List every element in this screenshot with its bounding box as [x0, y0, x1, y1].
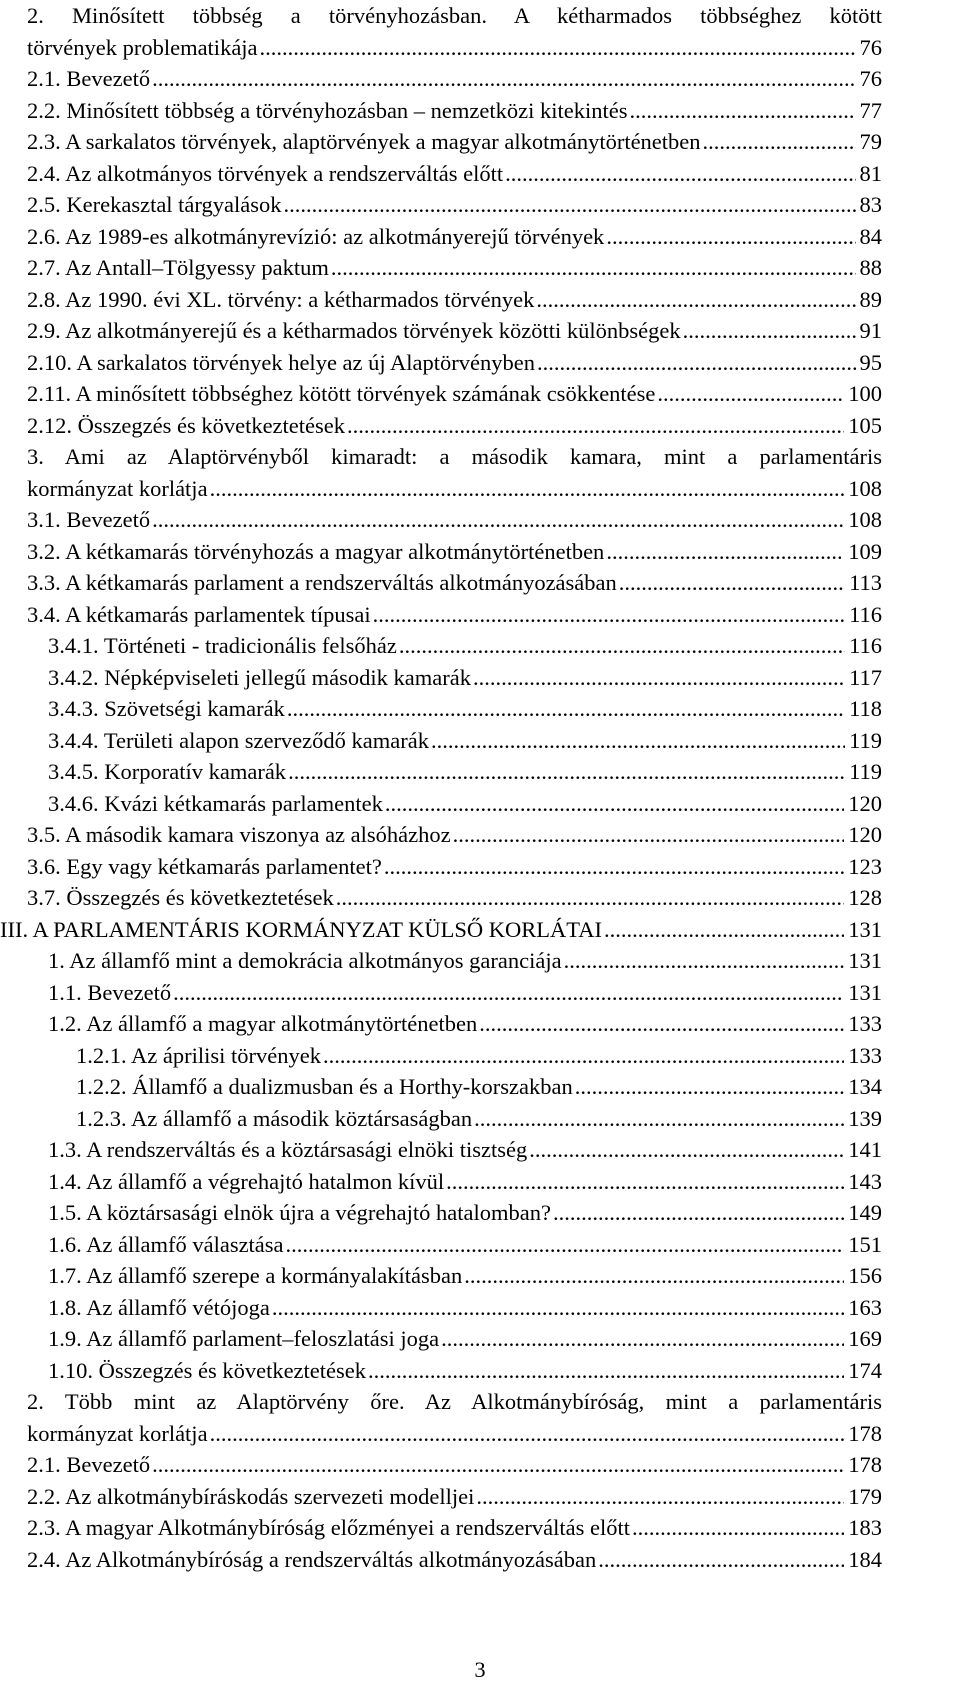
toc-entry-page-number: 117: [849, 664, 882, 690]
dot-leader: [537, 347, 856, 379]
dot-leader: [446, 1166, 844, 1198]
toc-entry-row: [48, 1166, 882, 1198]
dot-leader: [286, 1229, 845, 1261]
dot-leader: [505, 158, 855, 190]
toc-entry: [27, 662, 882, 694]
toc-entry-title: 3.5. A második kamara viszonya az alsóházhoz: [27, 822, 451, 847]
toc-entry-title: 2.1. Bevezető: [27, 1452, 151, 1477]
toc-entry-title: 2.9. Az alkotmányerejű és a kétharmados törvények közötti különbségek: [27, 318, 681, 343]
dot-leader: [331, 252, 856, 284]
dot-leader: [529, 1134, 844, 1166]
toc-entry-row: [27, 504, 882, 536]
toc-entry-title: 3.2. A kétkamarás törvényhozás a magyar alkotmánytörténetben: [27, 538, 605, 564]
dot-leader: [632, 1512, 844, 1544]
toc-entry-page-number: 131: [848, 916, 882, 942]
toc-entry-title: 3.4.6. Kvázi kétkamarás parlamentek: [48, 790, 383, 816]
toc-entry-title: 1.5. A köztársasági elnök újra a végrehajtó hatalomban?: [48, 1200, 551, 1225]
toc-entry-row: [27, 158, 882, 190]
toc-entry-title: 1.2.2. Államfő a dualizmusban és a Horthy-korszakban: [76, 1074, 573, 1099]
toc-entry: [27, 882, 882, 914]
dot-leader: [474, 1103, 844, 1135]
toc-entry: [27, 1008, 882, 1040]
toc-entry-title: 2.10. A sarkalatos törvények helye az új Alaptörvényben: [27, 349, 535, 375]
toc-entry-page-number: 81: [859, 160, 882, 186]
dot-leader: [373, 599, 845, 631]
dot-leader: [347, 410, 844, 442]
dot-leader: [473, 662, 845, 694]
toc-entry-title: törvények problematikája: [27, 34, 258, 60]
dot-leader: [453, 819, 845, 851]
toc-entry: [27, 158, 882, 190]
toc-entry: [27, 252, 882, 284]
dot-leader: [152, 63, 855, 95]
toc-entry-title: 2.11. A minősített többséghez kötött törvények számának csökkentése: [27, 381, 656, 406]
dot-leader: [630, 95, 856, 127]
toc-entry-row: [76, 1071, 882, 1103]
toc-entry: [27, 95, 882, 127]
toc-entry-page-number: 108: [848, 475, 882, 501]
toc-entry: [27, 63, 882, 95]
toc-entry-row: [27, 882, 882, 914]
toc-entry-row: [76, 1040, 882, 1072]
dot-leader: [288, 756, 845, 788]
toc-entry: [27, 1134, 882, 1166]
dot-leader: [476, 1481, 844, 1513]
toc-entry-page-number: 169: [848, 1326, 882, 1351]
toc-entry-title: 1.1. Bevezető: [48, 979, 172, 1005]
toc-entry: [27, 1512, 882, 1544]
toc-entry: [27, 504, 882, 536]
toc-entry-page-number: 134: [848, 1074, 882, 1099]
toc-entry-title: 1.2. Az államfő a magyar alkotmánytörténetben: [48, 1011, 478, 1036]
toc-entry: [27, 1166, 882, 1198]
toc-entry: [27, 725, 882, 757]
toc-entry-title-line: 2. Több mint az Alaptörvény őre. Az Alkotmánybíróság, mint a parlamentáris: [27, 1389, 882, 1414]
toc-entry-title: 1.4. Az államfő a végrehajtó hatalmon kívül: [48, 1168, 445, 1194]
dot-leader: [575, 1071, 845, 1103]
toc-entry: [27, 1449, 882, 1481]
toc-entry-page-number: 76: [859, 66, 882, 91]
toc-entry-page-number: 128: [848, 885, 882, 910]
toc-entry-title: 2.4. Az Alkotmánybíróság a rendszerváltás alkotmányozásában: [27, 1546, 597, 1572]
toc-entry-row: [48, 977, 882, 1009]
toc-entry-row: [27, 189, 882, 221]
toc-entry-page-number: 123: [848, 853, 882, 879]
toc-entry: [27, 1355, 882, 1387]
toc-entry-title: 2.3. A sarkalatos törvények, alaptörvények a magyar alkotmánytörténetben: [27, 129, 701, 154]
toc-entry: [27, 315, 882, 347]
dot-leader: [368, 1355, 844, 1387]
toc-entry-row: [0, 914, 882, 946]
toc-entry-row: [27, 284, 882, 316]
toc-entry-row: [27, 1512, 882, 1544]
dot-leader: [384, 851, 844, 883]
toc-entry-page-number: 163: [848, 1294, 882, 1320]
toc-entry-page-number: 178: [848, 1420, 882, 1446]
toc-entry: [27, 441, 882, 504]
toc-entry: [27, 1071, 882, 1103]
toc-entry-row: [48, 1008, 882, 1040]
toc-entry-page-number: 109: [848, 538, 882, 564]
toc-entry-page-number: 76: [859, 34, 882, 60]
toc-entry: [27, 0, 882, 63]
toc-entry-row: [27, 378, 882, 410]
toc-entry-title: 1.6. Az államfő választása: [48, 1231, 284, 1257]
toc-entry-row: [27, 63, 882, 95]
toc-entry-title: 3.4.2. Népképviseleti jellegű második kamarák: [48, 664, 472, 690]
toc-entry-row: [27, 819, 882, 851]
dot-leader: [287, 693, 845, 725]
toc-entry-page-number: 108: [848, 507, 882, 532]
toc-entry-page-number: 77: [859, 97, 882, 123]
toc-entry-title: 3.3. A kétkamarás parlament a rendszerváltás alkotmányozásában: [27, 570, 617, 595]
dot-leader: [336, 882, 844, 914]
toc-entry-page-number: 91: [859, 318, 882, 343]
toc-entry-page-number: 120: [848, 790, 882, 816]
dot-leader: [284, 189, 856, 221]
toc-entry-title: kormányzat korlátja: [27, 475, 208, 501]
toc-entry-row: [48, 630, 882, 662]
toc-entry-page-number: 184: [848, 1546, 882, 1572]
toc-entry-row: [48, 1197, 882, 1229]
toc-entry: [27, 599, 882, 631]
toc-entry-row: [48, 1323, 882, 1355]
dot-leader: [564, 945, 845, 977]
toc-entry: [27, 1481, 882, 1513]
toc-entry: [27, 1103, 882, 1135]
toc-entry-page-number: 105: [848, 412, 882, 438]
toc-entry-title: 1.10. Összegzés és következtetések: [48, 1357, 367, 1383]
toc-entry-row: [48, 662, 882, 694]
toc-entry: [27, 126, 882, 158]
toc-entry-row: [27, 473, 882, 505]
page-number: 3: [474, 1657, 486, 1682]
toc-entry-title: 3.4.1. Történeti - tradicionális felsőház: [48, 633, 397, 658]
toc-entry-row: [48, 725, 882, 757]
toc-entry-row: [27, 252, 882, 284]
toc-entry-page-number: 120: [848, 822, 882, 847]
toc-entry-title: 3.4. A kétkamarás parlamentek típusai: [27, 601, 371, 627]
toc-entry-page-number: 113: [849, 570, 882, 595]
toc-entry-title: 1.2.3. Az államfő a második köztársaságban: [76, 1105, 473, 1131]
dot-leader: [479, 1008, 844, 1040]
toc-entry-page-number: 179: [848, 1483, 882, 1509]
toc-entry-row: [27, 32, 882, 64]
toc-entry: [27, 536, 882, 568]
toc-entry: [27, 1229, 882, 1261]
toc-entry-page-number: 174: [848, 1357, 882, 1383]
toc-entry: [27, 347, 882, 379]
toc-entry-title: 3.4.3. Szövetségi kamarák: [48, 696, 285, 721]
toc-entry-row: [27, 126, 882, 158]
toc-entry-title: 1.2.1. Az áprilisi törvények: [76, 1042, 321, 1068]
toc-entry-title: 2.8. Az 1990. évi XL. törvény: a kétharmados törvények: [27, 286, 535, 312]
toc-entry: [27, 630, 882, 662]
toc-entry: [27, 189, 882, 221]
toc-entry-row: [27, 536, 882, 568]
toc-entry-row: [27, 347, 882, 379]
toc-entry: [27, 788, 882, 820]
toc-entry-page-number: 131: [848, 979, 882, 1005]
toc-entry: [27, 410, 882, 442]
dot-leader: [464, 1260, 844, 1292]
dot-leader: [606, 221, 855, 253]
toc-entry-page-number: 100: [848, 381, 882, 406]
toc-entry-title: 2.3. A magyar Alkotmánybíróság előzményei a rendszerváltás előtt: [27, 1515, 630, 1540]
toc-entry-title: 1.9. Az államfő parlament–feloszlatási joga: [48, 1326, 440, 1351]
toc-entry-title: 2.5. Kerekasztal tárgyalások: [27, 192, 282, 217]
toc-entry-title-line: 3. Ami az Alaptörvényből kimaradt: a második kamara, mint a parlamentáris: [27, 444, 882, 469]
toc-entry: [27, 378, 882, 410]
toc-entry: [27, 693, 882, 725]
toc-entry-row: [48, 1134, 882, 1166]
toc-entry: [27, 819, 882, 851]
dot-leader: [260, 32, 856, 64]
toc-entry: [27, 1197, 882, 1229]
toc-entry-title: 1.7. Az államfő szerepe a kormányalakításban: [48, 1263, 463, 1288]
toc-entry-page-number: 118: [849, 696, 882, 721]
toc-entry-row: [27, 1449, 882, 1481]
toc-entry-row: [48, 945, 882, 977]
toc-entry-title: 2.4. Az alkotmányos törvények a rendszerváltás előtt: [27, 160, 504, 186]
dot-leader: [323, 1040, 844, 1072]
toc-entry-title: 1.3. A rendszerváltás és a köztársasági elnöki tisztség: [48, 1137, 528, 1162]
toc-entry-title: 3.4.5. Korporatív kamarák: [48, 759, 287, 784]
toc-entry-title: 3.1. Bevezető: [27, 507, 151, 532]
toc-entry-page-number: 156: [848, 1263, 882, 1288]
toc-entry-row: [27, 599, 882, 631]
toc-entry-page-number: 119: [849, 759, 882, 784]
toc-entry: [27, 1292, 882, 1324]
toc-entry-title: 3.4.4. Területi alapon szerveződő kamarák: [48, 727, 429, 753]
toc-entry-row: [48, 1229, 882, 1261]
toc-entry-title: 3.6. Egy vagy kétkamarás parlamentet?: [27, 853, 382, 879]
dot-leader: [553, 1197, 844, 1229]
toc-entry-title: 2.2. Az alkotmánybíráskodás szervezeti modelljei: [27, 1483, 475, 1509]
toc-entry: [27, 221, 882, 253]
toc-entry-page-number: 133: [848, 1042, 882, 1068]
toc-entry-title-line: 2. Minősített többség a törvényhozásban. A kétharmados többséghez kötött: [27, 3, 882, 28]
toc-entry-row: [27, 221, 882, 253]
toc-entry-row: [27, 567, 882, 599]
toc-entry-title: 2.6. Az 1989-es alkotmányrevízió: az alkotmányerejű törvények: [27, 223, 605, 249]
dot-leader: [210, 1418, 845, 1450]
toc-entry-row: [48, 756, 882, 788]
dot-leader: [606, 536, 844, 568]
toc-entry-page-number: 149: [848, 1200, 882, 1225]
toc-entry: [27, 1544, 882, 1576]
dot-leader: [431, 725, 845, 757]
dot-leader: [703, 126, 856, 158]
toc-entry-page-number: 89: [859, 286, 882, 312]
dot-leader: [173, 977, 844, 1009]
toc-entry-title: 2.1. Bevezető: [27, 66, 151, 91]
toc-entry-row: [48, 1260, 882, 1292]
dot-leader: [598, 1544, 844, 1576]
dot-leader: [619, 567, 845, 599]
dot-leader: [683, 315, 856, 347]
dot-leader: [272, 1292, 844, 1324]
toc-entry-row: [27, 851, 882, 883]
dot-leader: [385, 788, 844, 820]
dot-leader: [441, 1323, 844, 1355]
dot-leader: [210, 473, 845, 505]
toc-entry-row: [27, 1418, 882, 1450]
toc-entry-page-number: 131: [848, 948, 882, 973]
toc-entry-page-number: 116: [849, 601, 882, 627]
toc-entry: [27, 1386, 882, 1449]
toc-entry: [27, 284, 882, 316]
toc-entry-title: III. A PARLAMENTÁRIS KORMÁNYZAT KÜLSŐ KORLÁTAI: [0, 916, 602, 942]
toc-entry-row: [27, 1544, 882, 1576]
dot-leader: [399, 630, 845, 662]
toc-entry-row: [48, 693, 882, 725]
toc-entry-page-number: 151: [848, 1231, 882, 1257]
toc-entry-row: [27, 95, 882, 127]
toc-entry-page-number: 119: [849, 727, 882, 753]
dot-leader: [152, 1449, 844, 1481]
toc-entry-title: 2.2. Minősített többség a törvényhozásban – nemzetközi kitekintés: [27, 97, 628, 123]
toc-entry: [27, 851, 882, 883]
toc-entry-title: 2.12. Összegzés és következtetések: [27, 412, 346, 438]
toc-entry-page-number: 178: [848, 1452, 882, 1477]
toc-entry-row: [27, 315, 882, 347]
toc-entry-row: [48, 1355, 882, 1387]
toc-entry-page-number: 183: [848, 1515, 882, 1540]
toc-entry: [27, 1260, 882, 1292]
toc-entry-row: [48, 1292, 882, 1324]
toc-entry-title: 3.7. Összegzés és következtetések: [27, 885, 334, 910]
toc-entry-page-number: 116: [849, 633, 882, 658]
toc-entry-page-number: 133: [848, 1011, 882, 1036]
toc-entry-title: 1. Az államfő mint a demokrácia alkotmányos garanciája: [48, 948, 562, 973]
toc-entry-page-number: 84: [859, 223, 882, 249]
toc-entry-page-number: 141: [848, 1137, 882, 1162]
toc-entry-title: 1.8. Az államfő vétójoga: [48, 1294, 270, 1320]
toc-entry: [27, 1323, 882, 1355]
toc-entry: [27, 567, 882, 599]
dot-leader: [604, 914, 844, 946]
toc-entry: [27, 977, 882, 1009]
dot-leader: [152, 504, 844, 536]
toc-entry-title: 2.7. Az Antall–Tölgyessy paktum: [27, 255, 329, 280]
toc-entry-page-number: 79: [859, 129, 882, 154]
toc-entry: [27, 945, 882, 977]
toc-entry-page-number: 83: [859, 192, 882, 217]
toc-entry-title: kormányzat korlátja: [27, 1420, 208, 1446]
toc-entry-page-number: 143: [848, 1168, 882, 1194]
dot-leader: [536, 284, 855, 316]
toc-entry-page-number: 88: [859, 255, 882, 280]
toc-entry: [27, 1040, 882, 1072]
toc-entry-page-number: 139: [848, 1105, 882, 1131]
toc-entry-row: [76, 1103, 882, 1135]
toc-entry-page-number: 95: [859, 349, 882, 375]
toc-entry-row: [27, 410, 882, 442]
toc-entry-row: [48, 788, 882, 820]
toc-entry-row: [27, 1481, 882, 1513]
toc-entry: [0, 914, 882, 946]
toc-entry: [27, 756, 882, 788]
dot-leader: [657, 378, 844, 410]
